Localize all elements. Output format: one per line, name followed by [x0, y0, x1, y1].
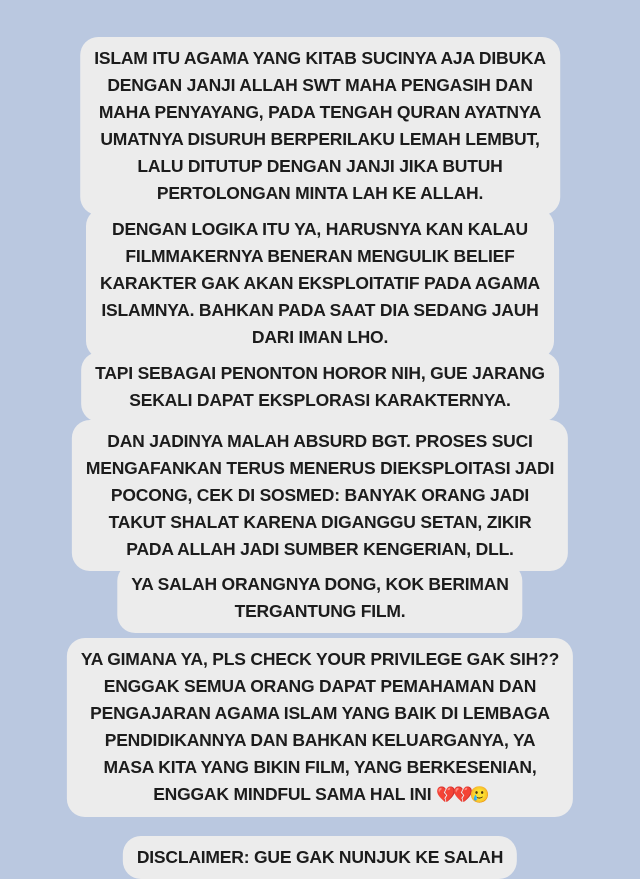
- text-block: [117, 563, 522, 633]
- broken-heart-emoji-icon: 💔💔🥲: [436, 787, 487, 804]
- text-line: PERTOLONGAN MINTA LAH KE ALLAH.: [156, 183, 484, 203]
- text-line: DENGAN LOGIKA ITU YA, HARUSNYA KAN KALAU: [112, 219, 528, 239]
- text-line: TERGANTUNG FILM.: [234, 601, 406, 621]
- text-block: [81, 352, 559, 422]
- text-line: ENGGAK SEMUA ORANG DAPAT PEMAHAMAN DAN: [103, 676, 537, 696]
- text-line: PENGAJARAN AGAMA ISLAM YANG BAIK DI LEMBAGA: [90, 703, 550, 723]
- text-line: YA GIMANA YA, PLS CHECK YOUR PRIVILEGE GAK SIH??: [80, 649, 560, 669]
- text-line: PENDIDIKANNYA DAN BAHKAN KELUARGANYA, YA: [104, 730, 536, 750]
- text-line: PADA ALLAH JADI SUMBER KENGERIAN, DLL.: [126, 539, 514, 559]
- text-block: [67, 638, 573, 817]
- text-line: MAHA PENYAYANG, PADA TENGAH QURAN AYATNYA: [98, 102, 542, 122]
- text-line: DARI IMAN LHO.: [251, 327, 389, 347]
- text-line: MENGAFANKAN TERUS MENERUS DIEKSPLOITASI JADI: [85, 458, 555, 478]
- text-line: KARAKTER GAK AKAN EKSPLOITATIF PADA AGAMA: [100, 273, 540, 293]
- text-line: DENGAN JANJI ALLAH SWT MAHA PENGASIH DAN: [107, 75, 533, 95]
- text-line-content: ENGGAK MINDFUL SAMA HAL INI: [153, 784, 432, 804]
- text-line: TAKUT SHALAT KARENA DIGANGGU SETAN, ZIKIR: [108, 512, 532, 532]
- text-line: DAN JADINYA MALAH ABSURD BGT. PROSES SUCI: [107, 431, 533, 451]
- text-line: ISLAM ITU AGAMA YANG KITAB SUCINYA AJA DIBUKA: [94, 48, 546, 68]
- text-block: [86, 208, 554, 359]
- text-line: UMATNYA DISURUH BERPERILAKU LEMAH LEMBUT,: [100, 129, 540, 149]
- text-line: TAPI SEBAGAI PENONTON HOROR NIH, GUE JARANG: [95, 363, 545, 383]
- text-block: [80, 37, 560, 215]
- text-line: DISCLAIMER: GUE GAK NUNJUK KE SALAH: [136, 847, 504, 867]
- text-line: SEKALI DAPAT EKSPLORASI KARAKTERNYA.: [129, 390, 511, 410]
- text-block: [72, 420, 568, 571]
- text-line: LALU DITUTUP DENGAN JANJI JIKA BUTUH: [137, 156, 503, 176]
- text-block: [123, 836, 517, 879]
- text-line: FILMMAKERNYA BENERAN MENGULIK BELIEF: [125, 246, 515, 266]
- text-line: POCONG, CEK DI SOSMED: BANYAK ORANG JADI: [110, 485, 530, 505]
- text-line: MASA KITA YANG BIKIN FILM, YANG BERKESENIAN,: [103, 757, 537, 777]
- text-line: [81, 781, 559, 809]
- text-line: YA SALAH ORANGNYA DONG, KOK BERIMAN: [131, 574, 509, 594]
- text-line: ISLAMNYA. BAHKAN PADA SAAT DIA SEDANG JAUH: [101, 300, 539, 320]
